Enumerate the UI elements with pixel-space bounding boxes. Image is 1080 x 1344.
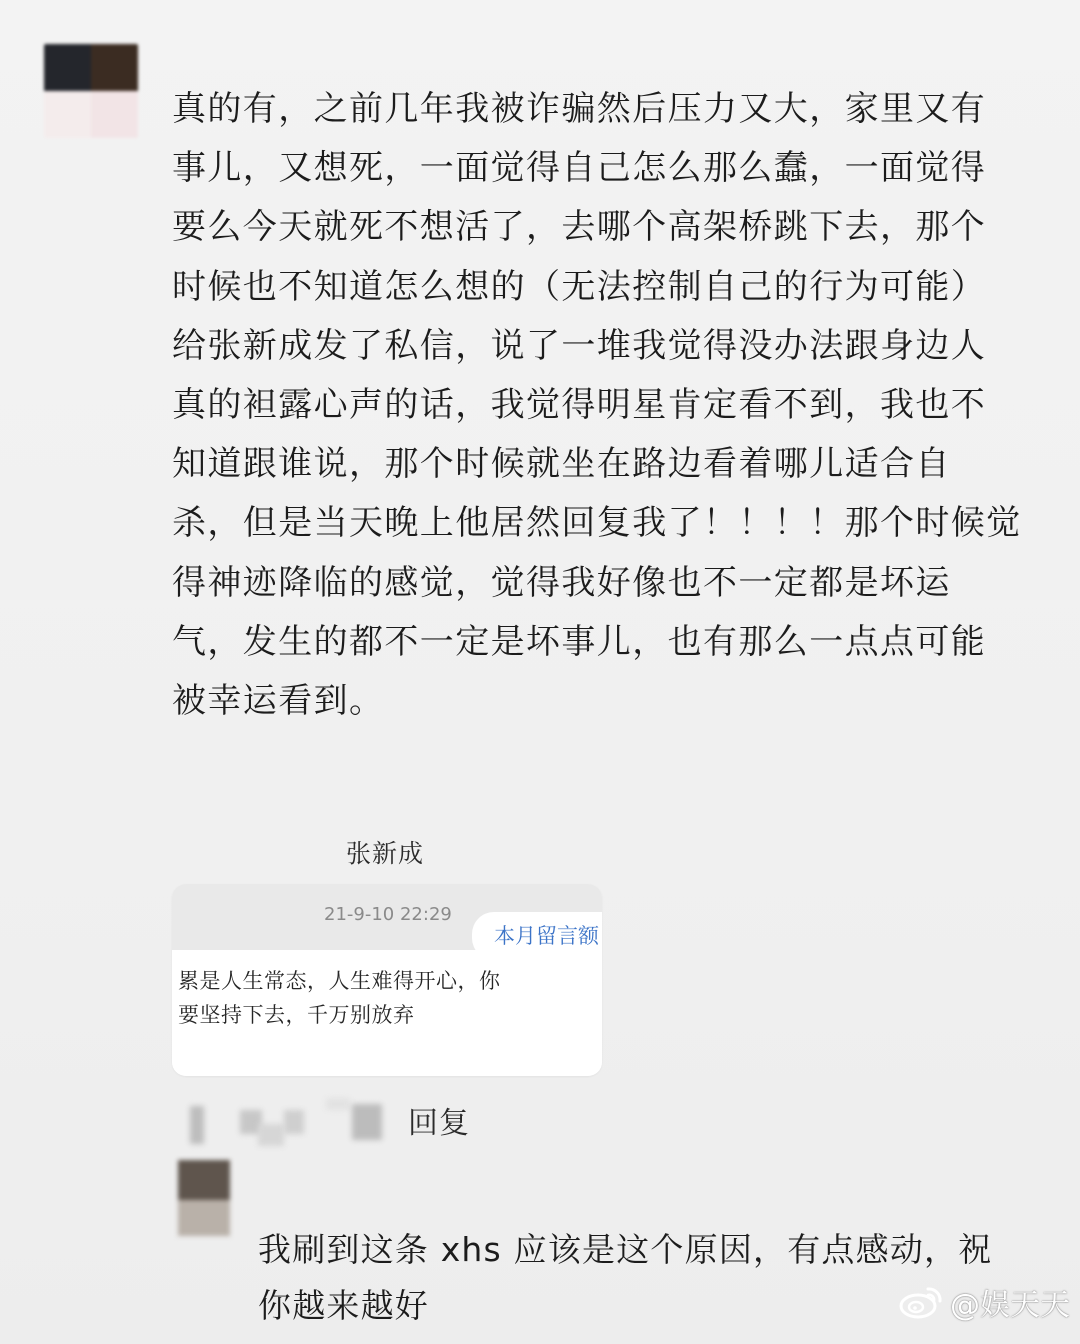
comment-line: 事儿，又想死，一面觉得自己怎么那么蠢，一面觉得	[172, 148, 987, 189]
dm-message-line: 累是人生常态，人生难得开心，你	[178, 969, 501, 993]
comment-body	[172, 80, 1052, 731]
reply-row	[186, 1096, 486, 1156]
comment-line: 气，发生的都不一定是坏事儿，也有那么一点点可能	[172, 621, 987, 662]
dm-sender-name: 张新成	[346, 839, 425, 868]
dm-timestamp: 21-9-10 22:29	[324, 904, 452, 925]
comment-line: 被幸运看到。	[172, 681, 385, 722]
redacted-username	[326, 1098, 350, 1110]
redacted-username	[258, 1124, 284, 1146]
weibo-logo-icon	[898, 1284, 944, 1320]
comment-line: 杀，但是当天晚上他居然回复我了！！！！那个时候觉	[172, 503, 1022, 544]
reply-label[interactable]: 回复	[408, 1106, 470, 1141]
watermark	[898, 1280, 1070, 1324]
dm-message-line: 要坚持下去，千万别放弃	[178, 1003, 415, 1027]
comment-line: 得神迹降临的感觉，觉得我好像也不一定都是坏运	[172, 562, 951, 603]
comment-line: 真的袒露心声的话，我觉得明星肯定看不到，我也不	[172, 385, 987, 426]
dm-card-body	[172, 950, 602, 1076]
comment-line: 给张新成发了私信，说了一堆我觉得没办法跟身边人	[172, 325, 987, 366]
replier-avatar[interactable]	[178, 1160, 230, 1236]
redacted-username	[284, 1110, 304, 1134]
monthly-message-tag[interactable]: 本月留言额	[472, 912, 602, 960]
reply-line: 我刷到这条 xhs 应该是这个原因，有点感动，祝	[258, 1230, 993, 1269]
comment-line: 知道跟谁说，那个时候就坐在路边看着哪儿适合自	[172, 444, 951, 485]
reply-line: 你越来越好	[258, 1286, 429, 1325]
comment-line: 时候也不知道怎么想的（无法控制自己的行为可能）	[172, 266, 987, 307]
redacted-username	[190, 1106, 204, 1144]
commenter-avatar[interactable]	[44, 44, 138, 138]
dm-message-card	[172, 884, 602, 1076]
dm-message-text	[178, 964, 578, 1032]
watermark-handle: @娱天天	[950, 1288, 1070, 1323]
redacted-username	[352, 1104, 382, 1140]
comment-line: 真的有，之前几年我被诈骗然后压力又大，家里又有	[172, 89, 987, 129]
comment-line: 要么今天就死不想活了，去哪个高架桥跳下去，那个	[172, 207, 987, 248]
